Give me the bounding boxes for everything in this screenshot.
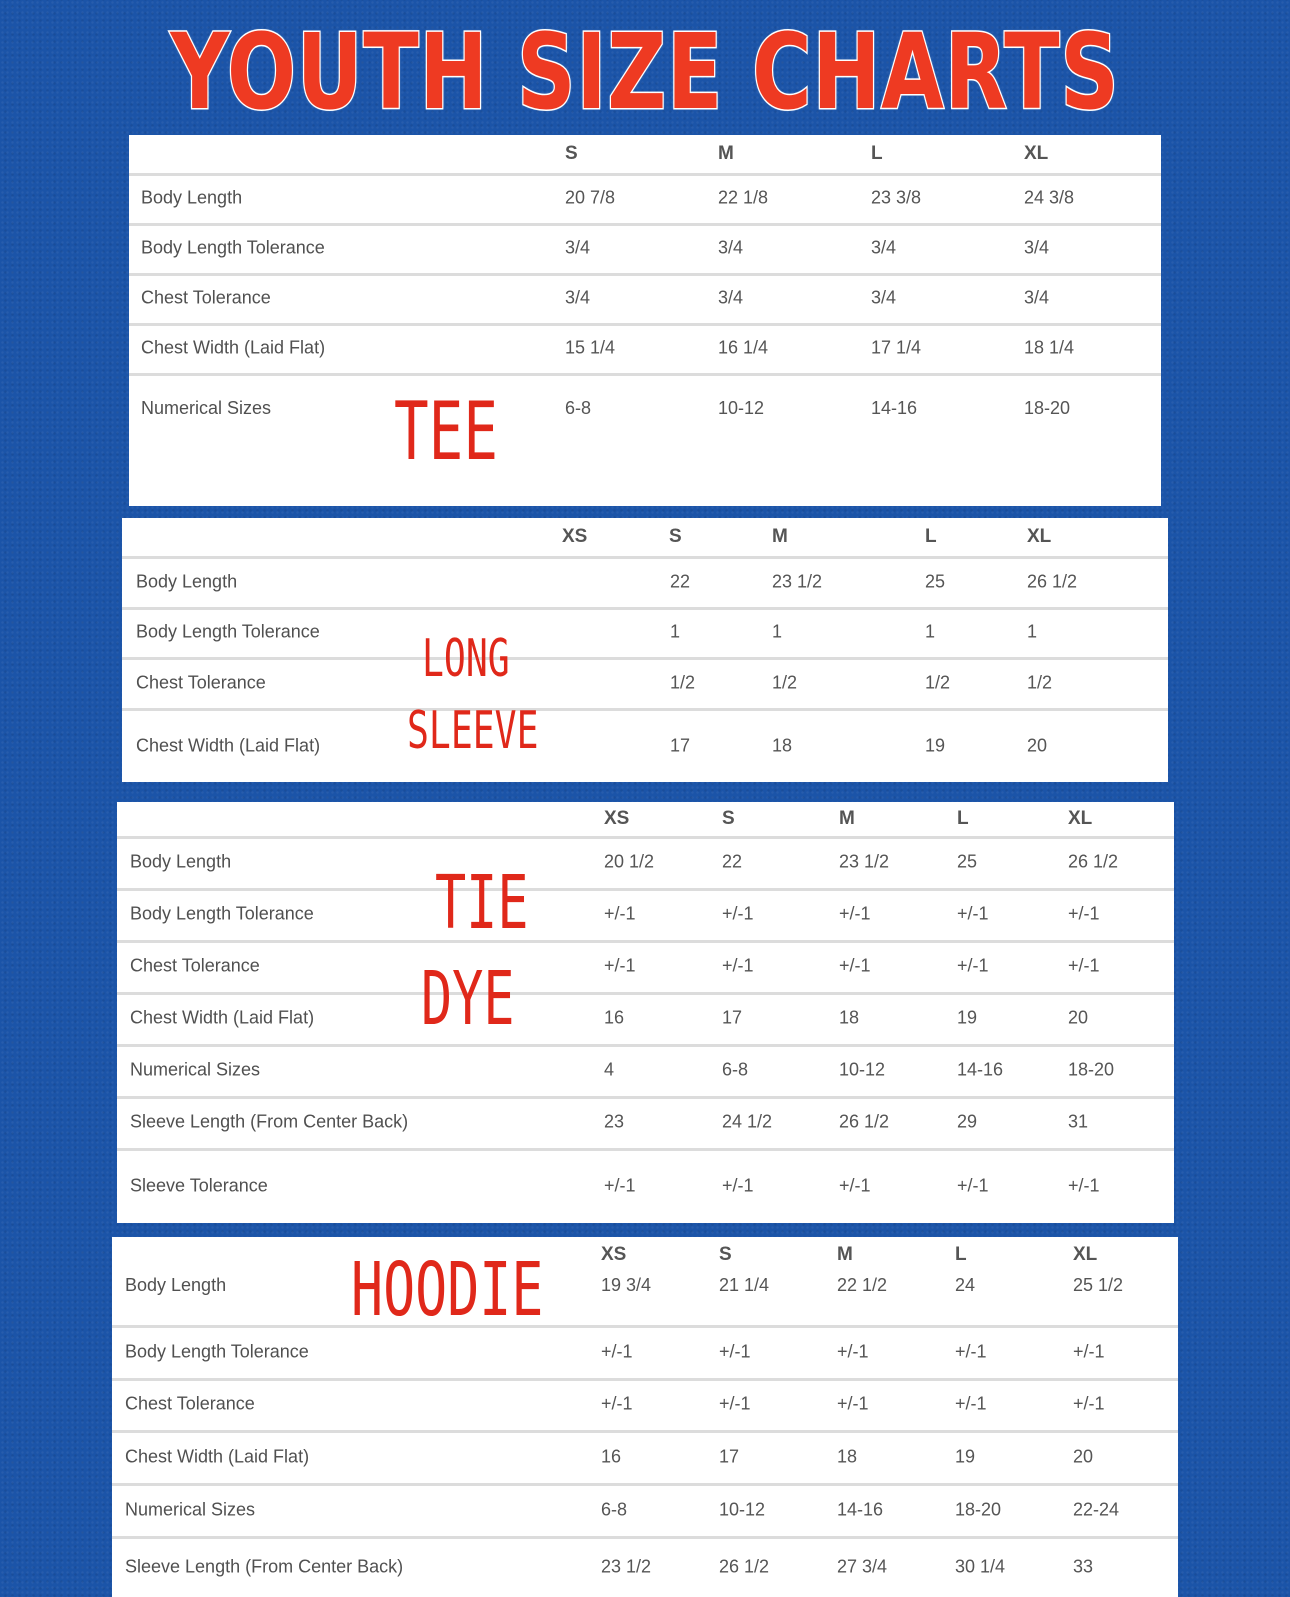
row-label: Chest Width (Laid Flat) bbox=[130, 1007, 315, 1028]
table-cell: +/-1 bbox=[604, 903, 636, 924]
tie-dye-size-table bbox=[117, 802, 1174, 1223]
table-cell: 14-16 bbox=[957, 1059, 1004, 1080]
table-cell: 27 3/4 bbox=[837, 1556, 888, 1576]
table-cell: 14-16 bbox=[837, 1499, 884, 1519]
table-cell: 18-20 bbox=[1068, 1059, 1115, 1080]
tee-label: TEE bbox=[394, 385, 499, 478]
table-cell: 6-8 bbox=[722, 1059, 749, 1080]
long-sleeve-label-line1: LONG bbox=[422, 629, 510, 689]
table-cell: +/-1 bbox=[1068, 1175, 1100, 1195]
table-cell: 18 bbox=[772, 735, 793, 755]
table-cell: 23 3/8 bbox=[871, 187, 922, 208]
table-cell: 18 bbox=[839, 1007, 860, 1028]
row-label: Chest Width (Laid Flat) bbox=[136, 735, 321, 755]
table-cell: 24 3/8 bbox=[1024, 187, 1075, 208]
size-header-xs: XS bbox=[601, 1244, 627, 1265]
table-cell: +/-1 bbox=[722, 1175, 754, 1195]
table-cell: 33 bbox=[1073, 1556, 1094, 1576]
table-cell: 25 bbox=[925, 571, 946, 591]
table-cell: 26 1/2 bbox=[839, 1111, 890, 1132]
table-cell: +/-1 bbox=[955, 1393, 987, 1413]
row-label: Body Length bbox=[136, 571, 238, 591]
table-cell: 30 1/4 bbox=[955, 1556, 1006, 1576]
table-row bbox=[129, 273, 1161, 326]
row-label: Body Length bbox=[130, 851, 232, 872]
table-cell: 10-12 bbox=[719, 1499, 766, 1519]
table-cell: 10-12 bbox=[718, 398, 765, 418]
size-header-m: M bbox=[837, 1244, 853, 1265]
size-header-xl: XL bbox=[1027, 526, 1052, 547]
table-cell: 20 1/2 bbox=[604, 851, 655, 872]
table-cell: 1/2 bbox=[925, 672, 951, 692]
table-cell: +/-1 bbox=[1068, 903, 1100, 924]
table-cell: 21 1/4 bbox=[719, 1275, 770, 1295]
table-cell: +/-1 bbox=[837, 1341, 869, 1361]
table-cell: 17 1/4 bbox=[871, 337, 922, 358]
table-row bbox=[112, 1536, 1178, 1597]
table-cell: 20 bbox=[1073, 1446, 1094, 1466]
row-label: Sleeve Length (From Center Back) bbox=[125, 1556, 404, 1576]
table-cell: +/-1 bbox=[604, 1175, 636, 1195]
long-sleeve-size-table bbox=[122, 518, 1168, 782]
table-cell: 20 7/8 bbox=[565, 187, 616, 208]
size-header-l: L bbox=[957, 808, 969, 829]
table-cell: 22 bbox=[670, 571, 691, 591]
table-cell: 18 bbox=[837, 1446, 858, 1466]
table-row bbox=[117, 1044, 1174, 1099]
table-cell: 19 bbox=[957, 1007, 978, 1028]
table-cell: 26 1/2 bbox=[1027, 571, 1078, 591]
size-header-s: S bbox=[669, 526, 682, 547]
table-cell: 1/2 bbox=[670, 672, 696, 692]
table-row bbox=[129, 223, 1161, 276]
row-label: Chest Width (Laid Flat) bbox=[125, 1446, 310, 1466]
table-cell: 29 bbox=[957, 1111, 978, 1132]
table-cell: 19 bbox=[925, 735, 946, 755]
table-cell: 1 bbox=[670, 621, 681, 641]
table-cell: +/-1 bbox=[601, 1393, 633, 1413]
table-cell: 25 1/2 bbox=[1073, 1275, 1124, 1295]
table-header-row bbox=[129, 135, 1161, 176]
size-header-l: L bbox=[925, 526, 937, 547]
row-label: Chest Tolerance bbox=[130, 955, 260, 976]
size-header-xs: XS bbox=[562, 526, 588, 547]
size-header-xl: XL bbox=[1024, 143, 1049, 164]
table-cell: 3/4 bbox=[1024, 237, 1050, 258]
row-label: Body Length Tolerance bbox=[130, 903, 314, 924]
table-row bbox=[122, 606, 1168, 660]
table-cell: +/-1 bbox=[1068, 955, 1100, 976]
table-cell: 6-8 bbox=[565, 398, 592, 418]
table-row bbox=[129, 173, 1161, 226]
size-header-m: M bbox=[772, 526, 788, 547]
row-label: Body Length Tolerance bbox=[141, 237, 325, 258]
size-header-s: S bbox=[565, 143, 578, 164]
table-cell: 15 1/4 bbox=[565, 337, 616, 358]
row-label: Sleeve Length (From Center Back) bbox=[130, 1111, 409, 1132]
table-cell: +/-1 bbox=[839, 1175, 871, 1195]
table-cell: 3/4 bbox=[718, 287, 744, 308]
table-cell: 24 bbox=[955, 1275, 976, 1295]
table-cell: +/-1 bbox=[719, 1341, 751, 1361]
table-cell: 23 1/2 bbox=[772, 571, 823, 591]
table-cell: 25 bbox=[957, 851, 978, 872]
page-title: YOUTH SIZE CHARTS bbox=[170, 11, 1120, 133]
row-label: Chest Tolerance bbox=[136, 672, 266, 692]
size-header-xl: XL bbox=[1073, 1244, 1098, 1265]
table-cell: 20 bbox=[1068, 1007, 1089, 1028]
size-header-s: S bbox=[722, 808, 735, 829]
tie-dye-label-line2: DYE bbox=[421, 956, 515, 1042]
table-row bbox=[117, 940, 1174, 995]
size-header-xs: XS bbox=[604, 808, 630, 829]
table-cell: 23 1/2 bbox=[601, 1556, 652, 1576]
size-header-l: L bbox=[871, 143, 883, 164]
row-label: Sleeve Tolerance bbox=[130, 1175, 268, 1195]
table-row bbox=[117, 992, 1174, 1047]
size-header-s: S bbox=[719, 1244, 732, 1265]
table-cell: 1/2 bbox=[1027, 672, 1053, 692]
table-row bbox=[117, 836, 1174, 891]
table-row bbox=[112, 1430, 1178, 1486]
table-cell: +/-1 bbox=[722, 903, 754, 924]
tie-dye-label-line1: TIE bbox=[435, 860, 529, 946]
long-sleeve-label-line2: SLEEVE bbox=[407, 701, 539, 761]
table-cell: +/-1 bbox=[957, 1175, 989, 1195]
table-cell: 31 bbox=[1068, 1111, 1089, 1132]
row-label: Chest Tolerance bbox=[141, 287, 271, 308]
size-header-m: M bbox=[839, 808, 855, 829]
table-cell: 3/4 bbox=[871, 237, 897, 258]
row-label: Chest Tolerance bbox=[125, 1393, 255, 1413]
table-cell: 20 bbox=[1027, 735, 1048, 755]
tee-size-table bbox=[129, 135, 1161, 506]
table-cell: 22 bbox=[722, 851, 743, 872]
row-label: Numerical Sizes bbox=[130, 1059, 261, 1080]
table-cell: 19 3/4 bbox=[601, 1275, 652, 1295]
table-cell: 26 1/2 bbox=[1068, 851, 1119, 872]
table-row bbox=[112, 1237, 1178, 1333]
table-cell: +/-1 bbox=[955, 1341, 987, 1361]
table-row bbox=[129, 373, 1161, 506]
table-cell: +/-1 bbox=[837, 1393, 869, 1413]
table-cell: +/-1 bbox=[957, 903, 989, 924]
table-cell: 3/4 bbox=[565, 287, 591, 308]
table-cell: 17 bbox=[670, 735, 691, 755]
table-cell: 19 bbox=[955, 1446, 976, 1466]
table-row bbox=[122, 657, 1168, 711]
table-cell: +/-1 bbox=[722, 955, 754, 976]
table-cell: 4 bbox=[604, 1059, 615, 1080]
table-cell: 16 bbox=[601, 1446, 622, 1466]
table-row bbox=[112, 1377, 1178, 1433]
table-row bbox=[122, 556, 1168, 610]
table-cell: 3/4 bbox=[718, 237, 744, 258]
table-cell: 16 1/4 bbox=[718, 337, 769, 358]
size-header-l: L bbox=[955, 1244, 967, 1265]
table-cell: 6-8 bbox=[601, 1499, 628, 1519]
table-cell: +/-1 bbox=[604, 955, 636, 976]
size-header-xl: XL bbox=[1068, 808, 1093, 829]
table-cell: 17 bbox=[722, 1007, 743, 1028]
row-label: Numerical Sizes bbox=[125, 1499, 256, 1519]
table-cell: 14-16 bbox=[871, 398, 918, 418]
table-cell: 18-20 bbox=[1024, 398, 1071, 418]
table-row bbox=[112, 1483, 1178, 1539]
table-cell: 1 bbox=[1027, 621, 1038, 641]
table-row bbox=[117, 1096, 1174, 1151]
size-header-m: M bbox=[718, 143, 734, 164]
table-cell: +/-1 bbox=[839, 955, 871, 976]
table-cell: +/-1 bbox=[1073, 1341, 1105, 1361]
row-label: Body Length Tolerance bbox=[136, 621, 320, 641]
table-cell: 1 bbox=[772, 621, 783, 641]
table-row bbox=[112, 1325, 1178, 1381]
row-label: Chest Width (Laid Flat) bbox=[141, 337, 326, 358]
table-cell: 17 bbox=[719, 1446, 740, 1466]
table-cell: 1/2 bbox=[772, 672, 798, 692]
table-cell: 23 1/2 bbox=[839, 851, 890, 872]
table-cell: 26 1/2 bbox=[719, 1556, 770, 1576]
table-cell: 16 bbox=[604, 1007, 625, 1028]
table-row bbox=[122, 709, 1168, 782]
table-cell: 18-20 bbox=[955, 1499, 1002, 1519]
row-label: Body Length bbox=[125, 1275, 227, 1295]
table-row bbox=[129, 323, 1161, 376]
table-cell: +/-1 bbox=[957, 955, 989, 976]
table-cell: 10-12 bbox=[839, 1059, 886, 1080]
table-header-row bbox=[122, 518, 1168, 559]
table-cell: 23 bbox=[604, 1111, 625, 1132]
table-cell: 22-24 bbox=[1073, 1499, 1120, 1519]
table-cell: 24 1/2 bbox=[722, 1111, 773, 1132]
table-cell: 1 bbox=[925, 621, 936, 641]
row-label: Body Length bbox=[141, 187, 243, 208]
table-cell: 22 1/8 bbox=[718, 187, 769, 208]
table-cell: 3/4 bbox=[1024, 287, 1050, 308]
table-cell: 22 1/2 bbox=[837, 1275, 888, 1295]
table-cell: +/-1 bbox=[601, 1341, 633, 1361]
row-label: Numerical Sizes bbox=[141, 398, 272, 418]
table-cell: +/-1 bbox=[719, 1393, 751, 1413]
hoodie-size-table bbox=[112, 1237, 1178, 1597]
table-cell: +/-1 bbox=[1073, 1393, 1105, 1413]
table-cell: +/-1 bbox=[839, 903, 871, 924]
table-cell: 3/4 bbox=[565, 237, 591, 258]
table-row bbox=[117, 1148, 1174, 1223]
table-row bbox=[117, 888, 1174, 943]
table-header-row bbox=[117, 802, 1174, 839]
hoodie-label: HOODIE bbox=[351, 1247, 544, 1333]
row-label: Body Length Tolerance bbox=[125, 1341, 309, 1361]
table-cell: 18 1/4 bbox=[1024, 337, 1075, 358]
table-cell: 3/4 bbox=[871, 287, 897, 308]
